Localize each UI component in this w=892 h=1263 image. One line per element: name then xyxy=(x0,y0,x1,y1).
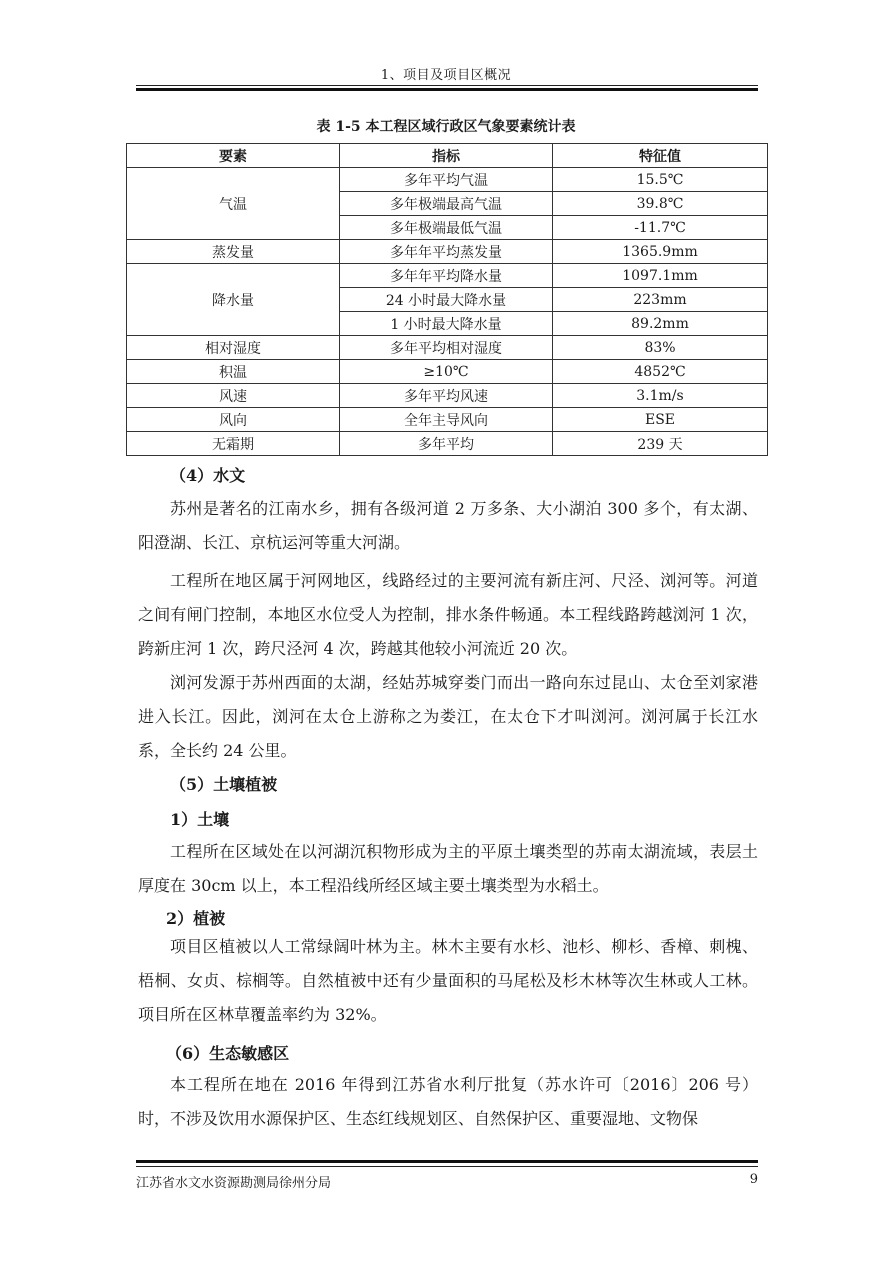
hydrology-body xyxy=(138,492,758,560)
hydrology-body-2 xyxy=(138,564,758,666)
subheading-soil: 1）土壤 xyxy=(170,810,230,829)
element-cell: 降水量 xyxy=(127,264,340,336)
value-cell: 15.5℃ xyxy=(553,168,768,192)
footer-rule-thick xyxy=(136,1160,758,1163)
element-cell: 风向 xyxy=(127,408,340,432)
value-cell: -11.7℃ xyxy=(553,216,768,240)
meteorology-table xyxy=(126,143,768,456)
section-heading-eco-sensitive: （6）生态敏感区 xyxy=(166,1044,290,1063)
table-row xyxy=(127,384,768,408)
column-header: 指标 xyxy=(340,144,553,168)
value-cell: 223mm xyxy=(553,288,768,312)
indicator-cell: 多年极端最低气温 xyxy=(340,216,553,240)
paragraph: 项目区植被以人工常绿阔叶林为主。林木主要有水杉、池杉、柳杉、香樟、刺槐、梧桐、女贞、棕榈等。自然植被中还有少量面积的马尾松及杉木林等次生林或人工林。项目所在区林草覆盖率约为 32%。 xyxy=(138,937,758,1024)
element-cell: 风速 xyxy=(127,384,340,408)
value-cell: 3.1m/s xyxy=(553,384,768,408)
paragraph: 浏河发源于苏州西面的太湖，经姑苏城穿娄门而出一路向东过昆山、太仓至刘家港进入长江。因此，浏河在太仓上游称之为娄江，在太仓下才叫浏河。浏河属于长江水系，全长约 24 公里。 xyxy=(138,673,758,760)
section-heading-soil-vegetation: （5）土壤植被 xyxy=(170,775,278,794)
indicator-cell: 多年极端最高气温 xyxy=(340,192,553,216)
paragraph: 工程所在地区属于河网地区，线路经过的主要河流有新庄河、尺泾、浏河等。河道之间有闸门控制，本地区水位受人为控制，排水条件畅通。本工程线路跨越浏河 1 次，跨新庄河 1 次，跨尺泾河 4 次，跨越其他较小河流近 20 次。 xyxy=(138,571,758,658)
hydrology-body-3 xyxy=(138,666,758,768)
indicator-cell: 多年年平均降水量 xyxy=(340,264,553,288)
section-heading-hydrology: （4）水文 xyxy=(170,466,246,485)
value-cell: 4852℃ xyxy=(553,360,768,384)
element-cell: 积温 xyxy=(127,360,340,384)
header-rule xyxy=(136,85,758,86)
vegetation-body xyxy=(138,930,758,1032)
value-cell: 89.2mm xyxy=(553,312,768,336)
value-cell: 239 天 xyxy=(553,432,768,456)
paragraph: 工程所在区域处在以河湖沉积物形成为主的平原土壤类型的苏南太湖流域，表层土厚度在 30cm 以上，本工程沿线所经区域主要土壤类型为水稻土。 xyxy=(138,842,758,895)
value-cell: 1097.1mm xyxy=(553,264,768,288)
value-cell: 83% xyxy=(553,336,768,360)
table-caption: 表 1-5 本工程区域行政区气象要素统计表 xyxy=(316,119,576,135)
table-row xyxy=(127,408,768,432)
indicator-cell: 全年主导风向 xyxy=(340,408,553,432)
indicator-cell: 1 小时最大降水量 xyxy=(340,312,553,336)
column-header: 要素 xyxy=(127,144,340,168)
subheading-vegetation: 2）植被 xyxy=(166,909,226,928)
element-cell: 气温 xyxy=(127,168,340,240)
footer-organization: 江苏省水文水资源勘测局徐州分局 xyxy=(136,1176,332,1191)
paragraph: 苏州是著名的江南水乡，拥有各级河道 2 万多条、大小湖泊 300 多个，有太湖、阳澄湖、长江、京杭运河等重大河湖。 xyxy=(138,499,758,552)
column-header: 特征值 xyxy=(553,144,768,168)
element-cell: 无霜期 xyxy=(127,432,340,456)
eco-body xyxy=(138,1068,758,1136)
table-row xyxy=(127,168,768,192)
indicator-cell: 多年平均 xyxy=(340,432,553,456)
paragraph: 本工程所在地在 2016 年得到江苏省水利厅批复（苏水许可〔2016〕206 号）时，不涉及饮用水源保护区、生态红线规划区、自然保护区、重要湿地、文物保 xyxy=(138,1075,758,1128)
footer-rule xyxy=(136,1166,758,1167)
table-row xyxy=(127,336,768,360)
value-cell: 39.8℃ xyxy=(553,192,768,216)
element-cell: 蒸发量 xyxy=(127,240,340,264)
table-header-row xyxy=(127,144,768,168)
header-rule-thick xyxy=(136,88,758,91)
indicator-cell: 多年平均相对湿度 xyxy=(340,336,553,360)
value-cell: 1365.9mm xyxy=(553,240,768,264)
table-row xyxy=(127,264,768,288)
table-row xyxy=(127,432,768,456)
element-cell: 相对湿度 xyxy=(127,336,340,360)
indicator-cell: 多年年平均蒸发量 xyxy=(340,240,553,264)
table-row xyxy=(127,360,768,384)
table-row xyxy=(127,240,768,264)
indicator-cell: 24 小时最大降水量 xyxy=(340,288,553,312)
value-cell: ESE xyxy=(553,408,768,432)
indicator-cell: ≥10℃ xyxy=(340,360,553,384)
page-number: 9 xyxy=(749,1172,758,1187)
indicator-cell: 多年平均气温 xyxy=(340,168,553,192)
indicator-cell: 多年平均风速 xyxy=(340,384,553,408)
running-header: 1、项目及项目区概况 xyxy=(380,68,512,83)
soil-body xyxy=(138,835,758,903)
